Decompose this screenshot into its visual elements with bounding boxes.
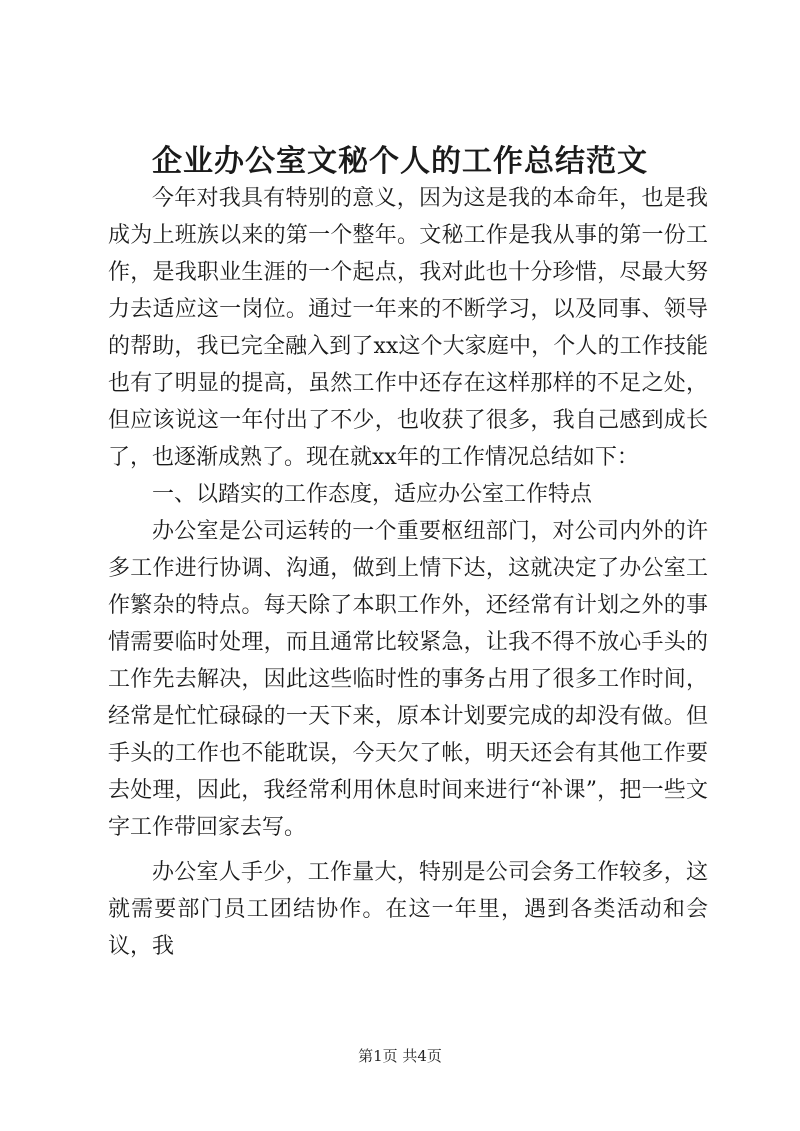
- document-body: [108, 180, 708, 965]
- page-number: 第1页 共4页: [358, 1047, 442, 1065]
- paragraph-office-role: 办公室是公司运转的一个重要枢纽部门，对公司内外的许多工作进行协调、沟通，做到上情下达，这就决定了办公室工作繁杂的特点。每天除了本职工作外，还经常有计划之外的事情需要临时处理，而且通常比较紧急，让我不得不放心手头的工作先去解决，因此这些临时性的事务占用了很多工作时间，经常是忙忙碌碌的一天下来，原本计划要完成的却没有做。但手头的工作也不能耽误，今天欠了帐，明天还会有其他工作要去处理，因此，我经常利用休息时间来进行“补课”，把一些文字工作带回家去写。: [108, 519, 708, 840]
- document-title: 企业办公室文秘个人的工作总结范文: [152, 144, 648, 179]
- paragraph-intro: 今年对我具有特别的意义，因为这是我的本命年，也是我成为上班族以来的第一个整年。文秘工作是我从事的第一份工作，是我职业生涯的一个起点，我对此也十分珍惜，尽最大努力去适应这一岗位。通过一年来的不断学习，以及同事、领导的帮助，我已完全融入到了xx这个大家庭中，个人的工作技能也有了明显的提高，虽然工作中还存在这样那样的不足之处，但应该说这一年付出了不少，也收获了很多，我自己感到成长了，也逐渐成熟了。现在就xx年的工作情况总结如下：: [108, 186, 708, 470]
- section-heading-1: 一、以踏实的工作态度，适应办公室工作特点: [152, 482, 593, 507]
- paragraph-teamwork: 办公室人手少，工作量大，特别是公司会务工作较多，这就需要部门员工团结协作。在这一年里，遇到各类活动和会议，我: [108, 860, 708, 959]
